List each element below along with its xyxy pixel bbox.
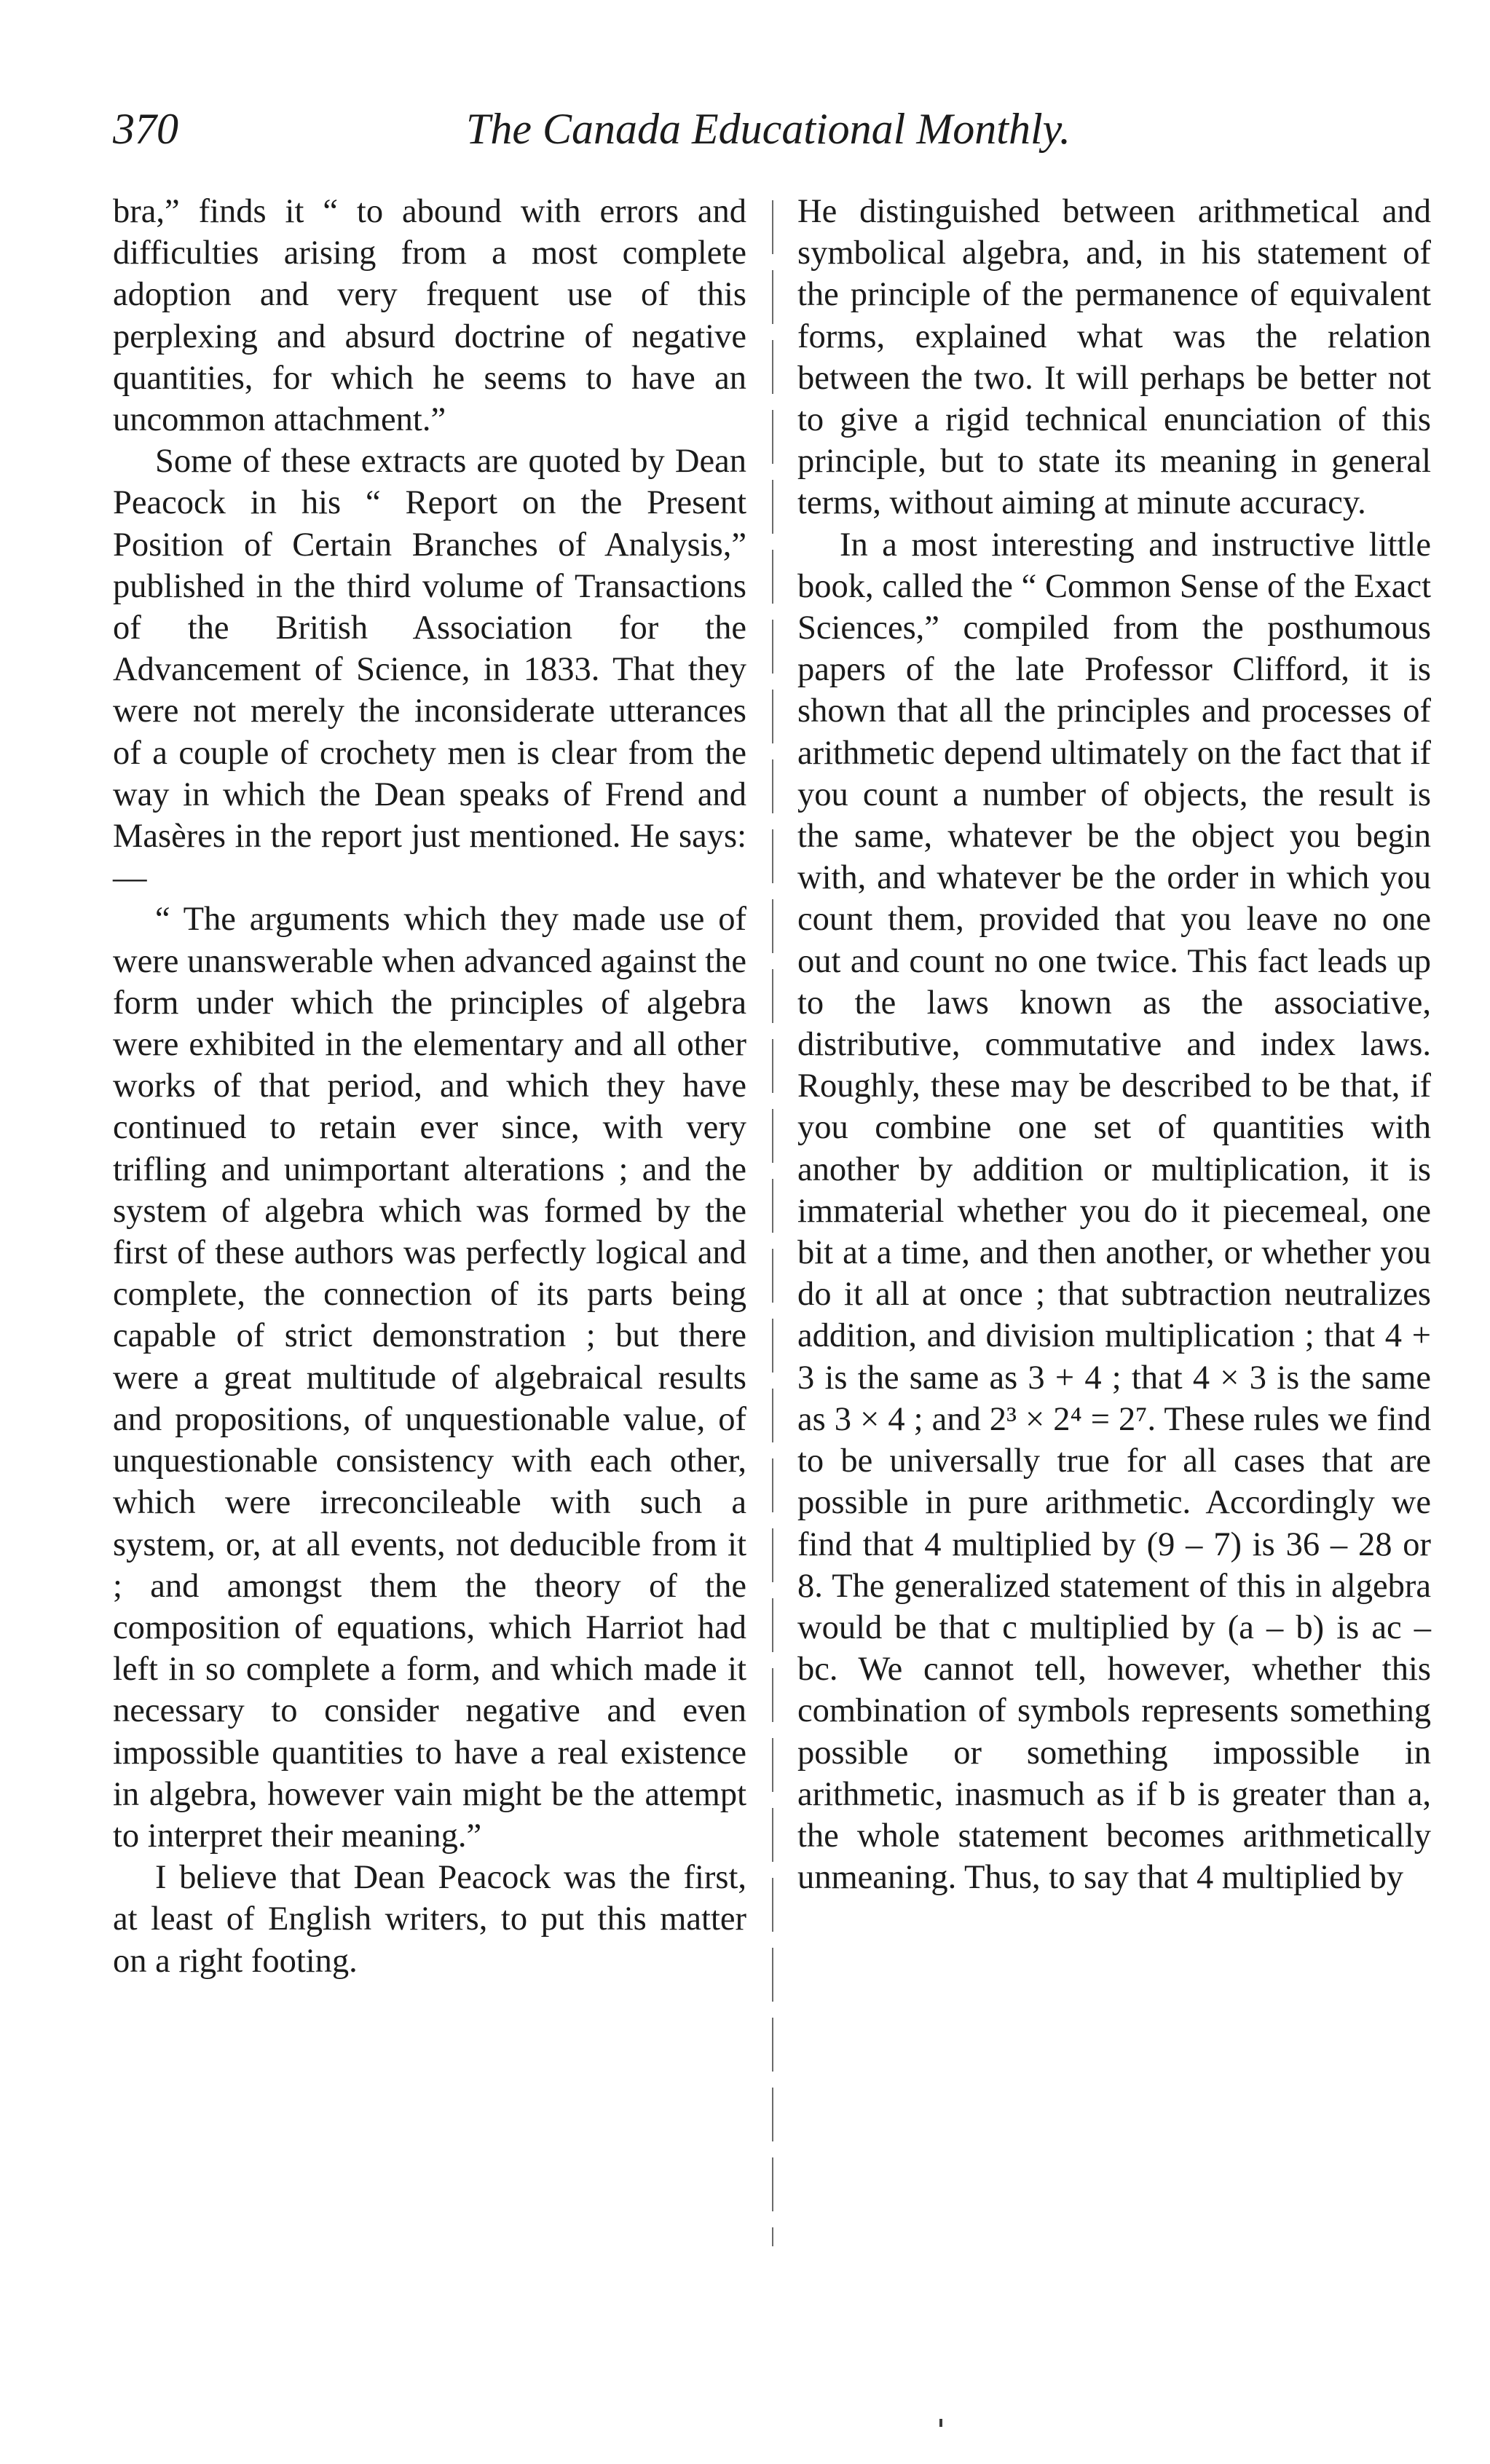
left-paragraph-1: bra,” finds it “ to abound with errors and difficulties arising from a most complete adoption and very frequent use of this perplexing and absurd doctrine of negative quantities, for which he seems to have an uncommon attachment.” (113, 193, 746, 439)
running-title: The Canada Educational Monthly. (466, 105, 1071, 153)
left-column (113, 191, 746, 1982)
page-header (113, 96, 1424, 162)
page-number: 370 (113, 105, 178, 153)
left-paragraph-2: Some of these extracts are quoted by Dean Peacock in his “ Report on the Present Position of Certain Branches of Analysis,” published in the third volume of Transactions of the British Association for the Advancement of Science, in 1833. That they were not merely the inconsiderate utterances of a couple of crochety men is clear from the way in which the Dean speaks of Frend and Masères in the report just mentioned. He says:— (113, 443, 746, 897)
right-paragraph-1: He distinguished between arithmetical and symbolical algebra, and, in his statement of the principle of the permanence of equivalent forms, explained what was the relation between the two. It will perhaps be better not to give a rigid technical enunciation of this principle, but to state its meaning in general terms, without aiming at minute accuracy. (797, 193, 1431, 522)
left-paragraph-3: “ The arguments which they made use of were unanswerable when advanced against the form under which the principles of algebra were exhibited in the elementary and all other works of that period, and which they have continued to retain ever since, with very trifling and unimportant alterations ; and the system of algebra which was formed by the first of these authors was perfectly logical and complete, the connection of its parts being capable of strict demonstration ; but there were a great multitude of algebraical results and propositions, of unquestionable value, of unquestionable consistency with each other, which were irreconcileable with such a system, or, at all events, not deducible from it ; and amongst them the theory of the composition of equations, which Harriot had left in so complete a form, and which made it necessary to consider negative and even impossible quantities to have a real existence in algebra, however vain might be the attempt to interpret their meaning.” (113, 901, 746, 1855)
print-speck (939, 2419, 942, 2427)
column-divider (772, 200, 773, 2246)
right-paragraph-2: In a most interesting and instructive little book, called the “ Common Sense of the Exact Sciences,” compiled from the posthumous papers of the late Professor Clifford, it is shown that all the principles and processes of arithmetic depend ultimately on the fact that if you count a number of objects, the result is the same, whatever be the object you begin with, and whatever be the order in which you count them, provided that you leave no one out and count no one twice. This fact leads up to the laws known as the associative, distributive, commutative and index laws. Roughly, these may be described to be that, if you combine one set of quantities with another by addition or multiplication, it is immaterial whether you do it piecemeal, one bit at a time, and then another, or whether you do it all at once ; that subtraction neutralizes addition, and division multiplication ; that 4 + 3 is the same as 3 + 4 ; that 4 × 3 is the same as 3 × 4 ; and 2³ × 2⁴ = 2⁷. These rules we find to be universally true for all cases that are possible in pure arithmetic. Accordingly we find that 4 multiplied by (9 – 7) is 36 – 28 or 8. The generalized statement of this in algebra would be that c multiplied by (a – b) is ac – bc. We cannot tell, however, whether this combination of symbols represents something possible or something impossible in arithmetic, inasmuch as if b is greater than a, the whole statement becomes arithmetically unmeaning. Thus, to say that 4 multiplied by (797, 526, 1431, 1897)
left-paragraph-4: I believe that Dean Peacock was the first, at least of English writers, to put this matter on a right footing. (113, 1859, 746, 1980)
right-column (797, 191, 1431, 1898)
